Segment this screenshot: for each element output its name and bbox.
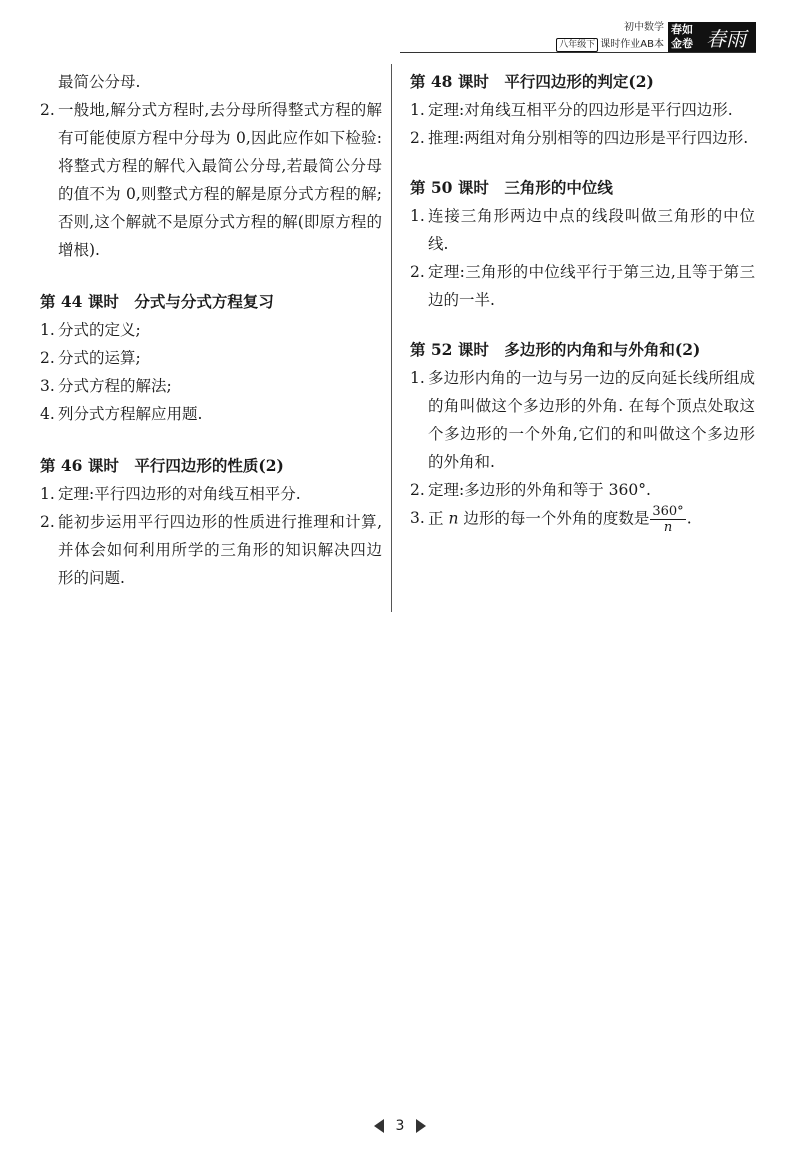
list-item — [40, 344, 382, 372]
list-item — [410, 258, 755, 314]
fraction — [650, 504, 685, 535]
item-text: 连接三角形两边中点的线段叫做三角形的中位线. — [428, 207, 755, 253]
formula-variable: n — [448, 509, 459, 528]
formula-middle: 边形的每一个外角的度数是 — [458, 509, 650, 528]
item-text: 定理:对角线互相平分的四边形是平行四边形. — [428, 101, 733, 119]
item-text-formula — [428, 504, 755, 535]
item-number: 1. — [40, 321, 55, 339]
page-footer — [0, 1118, 800, 1134]
item-number: 2. — [410, 129, 425, 147]
item-text: 分式的运算; — [58, 349, 141, 367]
continued-section — [40, 68, 382, 264]
section-lesson-52 — [410, 336, 755, 535]
column-divider — [391, 64, 392, 612]
list-item — [410, 476, 755, 504]
item-number: 2. — [40, 513, 55, 531]
list-item — [410, 202, 755, 258]
header-rule — [400, 52, 756, 53]
section-lesson-44 — [40, 288, 382, 428]
next-page-icon[interactable] — [416, 1119, 426, 1133]
continuation-text: 最简公分母. — [58, 73, 141, 91]
section-title: 第 50 课时 三角形的中位线 — [410, 178, 613, 197]
list-item — [40, 480, 382, 508]
list-item — [410, 364, 755, 476]
fraction-denominator: n — [663, 520, 673, 535]
item-number: 1. — [40, 485, 55, 503]
section-title: 第 52 课时 多边形的内角和与外角和(2) — [410, 340, 701, 359]
item-number: 2. — [410, 263, 425, 281]
formula-prefix: 正 — [428, 509, 449, 528]
grade-badge: 八年级下 — [556, 38, 598, 52]
item-text: 列分式方程解应用题. — [58, 405, 203, 423]
right-column — [410, 68, 755, 551]
logo-text: 春雨 — [706, 26, 746, 51]
list-item — [40, 400, 382, 428]
list-item — [410, 96, 755, 124]
item-text: 定理:平行四边形的对角线互相平分. — [58, 485, 301, 503]
section-lesson-50 — [410, 174, 755, 314]
item-text: 多边形内角的一边与另一边的反向延长线所组成的角叫做这个多边形的外角. 在每个顶点处取这个多边形的一个外角,它们的和叫做这个多边形的外角和. — [428, 369, 755, 471]
section-title: 第 44 课时 分式与分式方程复习 — [40, 292, 274, 311]
item-text: 能初步运用平行四边形的性质进行推理和计算,并体会如何利用所学的三角形的知识解决四边形的问题. — [58, 513, 382, 587]
list-item — [40, 372, 382, 400]
list-item — [410, 124, 755, 152]
item-number: 4. — [40, 405, 55, 423]
formula-suffix: . — [686, 509, 692, 528]
item-number: 1. — [410, 207, 425, 225]
brand-logo — [696, 22, 756, 52]
previous-page-icon[interactable] — [374, 1119, 384, 1133]
section-lesson-48 — [410, 68, 755, 152]
item-text: 推理:两组对角分别相等的四边形是平行四边形. — [428, 129, 749, 147]
item-number: 2. — [40, 349, 55, 367]
brand-box — [668, 22, 696, 52]
item-number: 2. — [410, 481, 425, 499]
list-item — [410, 504, 755, 535]
item-number: 2. — [40, 101, 55, 119]
section-lesson-46 — [40, 452, 382, 592]
item-text: 定理:多边形的外角和等于 360°. — [428, 481, 651, 499]
section-title: 第 48 课时 平行四边形的判定(2) — [410, 72, 654, 91]
item-number: 1. — [410, 369, 425, 387]
item-text: 定理:三角形的中位线平行于第三边,且等于第三边的一半. — [428, 263, 755, 309]
brand-line-2: 金卷 — [671, 37, 693, 50]
item-text: 分式方程的解法; — [58, 377, 172, 395]
list-item — [40, 508, 382, 592]
brand-line-1: 春如 — [671, 23, 693, 36]
header-subtitle: 课时作业AB本 — [600, 39, 664, 50]
item-number: 1. — [410, 101, 425, 119]
section-title: 第 46 课时 平行四边形的性质(2) — [40, 456, 284, 475]
page-header — [556, 22, 756, 52]
item-number: 3. — [410, 509, 425, 527]
page-number: 3 — [395, 1118, 405, 1134]
list-item — [40, 316, 382, 344]
item-text: 分式的定义; — [58, 321, 141, 339]
fraction-numerator: 360° — [652, 504, 684, 519]
item-text: 一般地,解分式方程时,去分母所得整式方程的解有可能使原方程中分母为 0,因此应作如下检验:将整式方程的解代入最简公分母,若最简公分母的值不为 0,则整式方程的解是原分式方程的解;否则,这个解就不是原分式方程的解(即原方程的增根). — [58, 101, 382, 259]
item-number: 3. — [40, 377, 55, 395]
left-column — [40, 68, 382, 608]
header-subtitle-row — [556, 38, 664, 52]
list-item — [40, 96, 382, 264]
header-text — [556, 22, 664, 52]
header-series: 初中数学 — [624, 22, 664, 33]
